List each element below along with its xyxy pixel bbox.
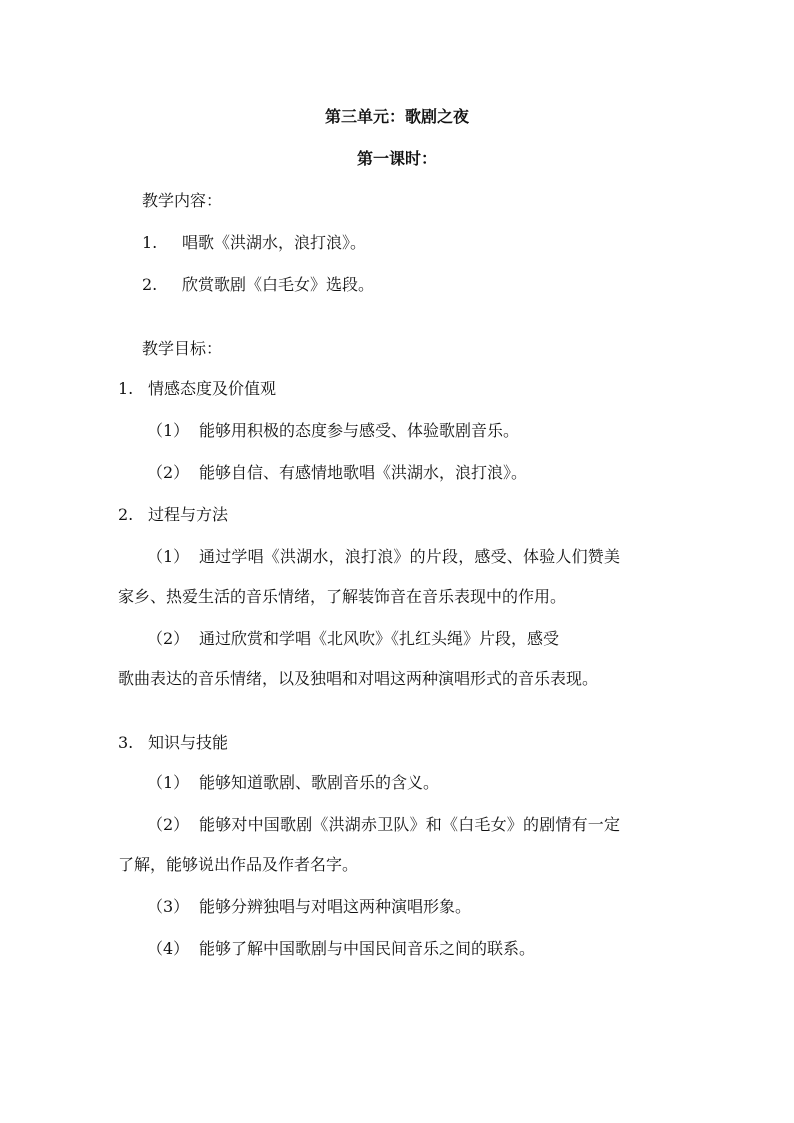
goal-item-number: （1） [147, 421, 190, 440]
goals-heading: 教学目标： [142, 339, 223, 358]
goal-item [147, 772, 439, 794]
document-title: 第三单元：歌剧之夜 [324, 107, 469, 126]
content-item [142, 274, 374, 296]
goal-item-number: （1） [147, 547, 190, 566]
goal-item-number: （2） [147, 629, 190, 648]
goal-item-text: 通过欣赏和学唱《北风吹》《扎红头绳》片段，感受 [199, 629, 560, 648]
goal-item-text: 能够自信、有感情地歌唱《洪湖水，浪打浪》。 [199, 463, 528, 482]
goal-item [147, 896, 471, 918]
goal-item-continuation: 家乡、热爱生活的音乐情绪，了解装饰音在音乐表现中的作用。 [118, 587, 567, 606]
goal-item-continuation: 歌曲表达的音乐情绪，以及独唱和对唱这两种演唱形式的音乐表现。 [118, 669, 599, 688]
content-item-text: 欣赏歌剧《白毛女》选段。 [182, 275, 375, 294]
goal-item-continuation: 了解，能够说出作品及作者名字。 [118, 855, 359, 874]
goal-item-text: 能够知道歌剧、歌剧音乐的含义。 [199, 773, 440, 792]
section-title: 过程与方法 [148, 505, 229, 524]
goal-item-number: （3） [147, 897, 190, 916]
goal-item [147, 462, 527, 484]
content-heading: 教学内容： [142, 191, 223, 210]
section-number: 3. [118, 733, 134, 752]
content-item-number: 1. [142, 233, 158, 252]
goal-item-number: （2） [147, 815, 190, 834]
section-title: 知识与技能 [148, 733, 229, 752]
goal-item [147, 546, 620, 568]
goal-item-text: 能够对中国歌剧《洪湖赤卫队》和《白毛女》的剧情有一定 [199, 815, 621, 834]
goal-item [147, 628, 559, 650]
goal-item-text: 能够用积极的态度参与感受、体验歌剧音乐。 [199, 421, 520, 440]
section-heading [118, 378, 276, 400]
goal-item [147, 814, 620, 836]
goal-item-number: （1） [147, 773, 190, 792]
goal-item-number: （4） [147, 939, 190, 958]
content-item [142, 232, 366, 254]
content-item-text: 唱歌《洪湖水，浪打浪》。 [182, 233, 367, 252]
goal-item-text: 通过学唱《洪湖水，浪打浪》的片段，感受、体验人们赞美 [199, 547, 621, 566]
section-heading [118, 504, 228, 526]
section-number: 1. [118, 379, 134, 398]
goal-item [147, 420, 519, 442]
section-heading [118, 732, 228, 754]
goal-item-text: 能够了解中国歌剧与中国民间音乐之间的联系。 [199, 939, 536, 958]
goal-item [147, 938, 535, 960]
goal-item-text: 能够分辨独唱与对唱这两种演唱形象。 [199, 897, 472, 916]
content-item-number: 2. [142, 275, 158, 294]
lesson-subtitle: 第一课时： [356, 149, 437, 168]
section-title: 情感态度及价值观 [148, 379, 277, 398]
section-number: 2. [118, 505, 134, 524]
goal-item-number: （2） [147, 463, 190, 482]
